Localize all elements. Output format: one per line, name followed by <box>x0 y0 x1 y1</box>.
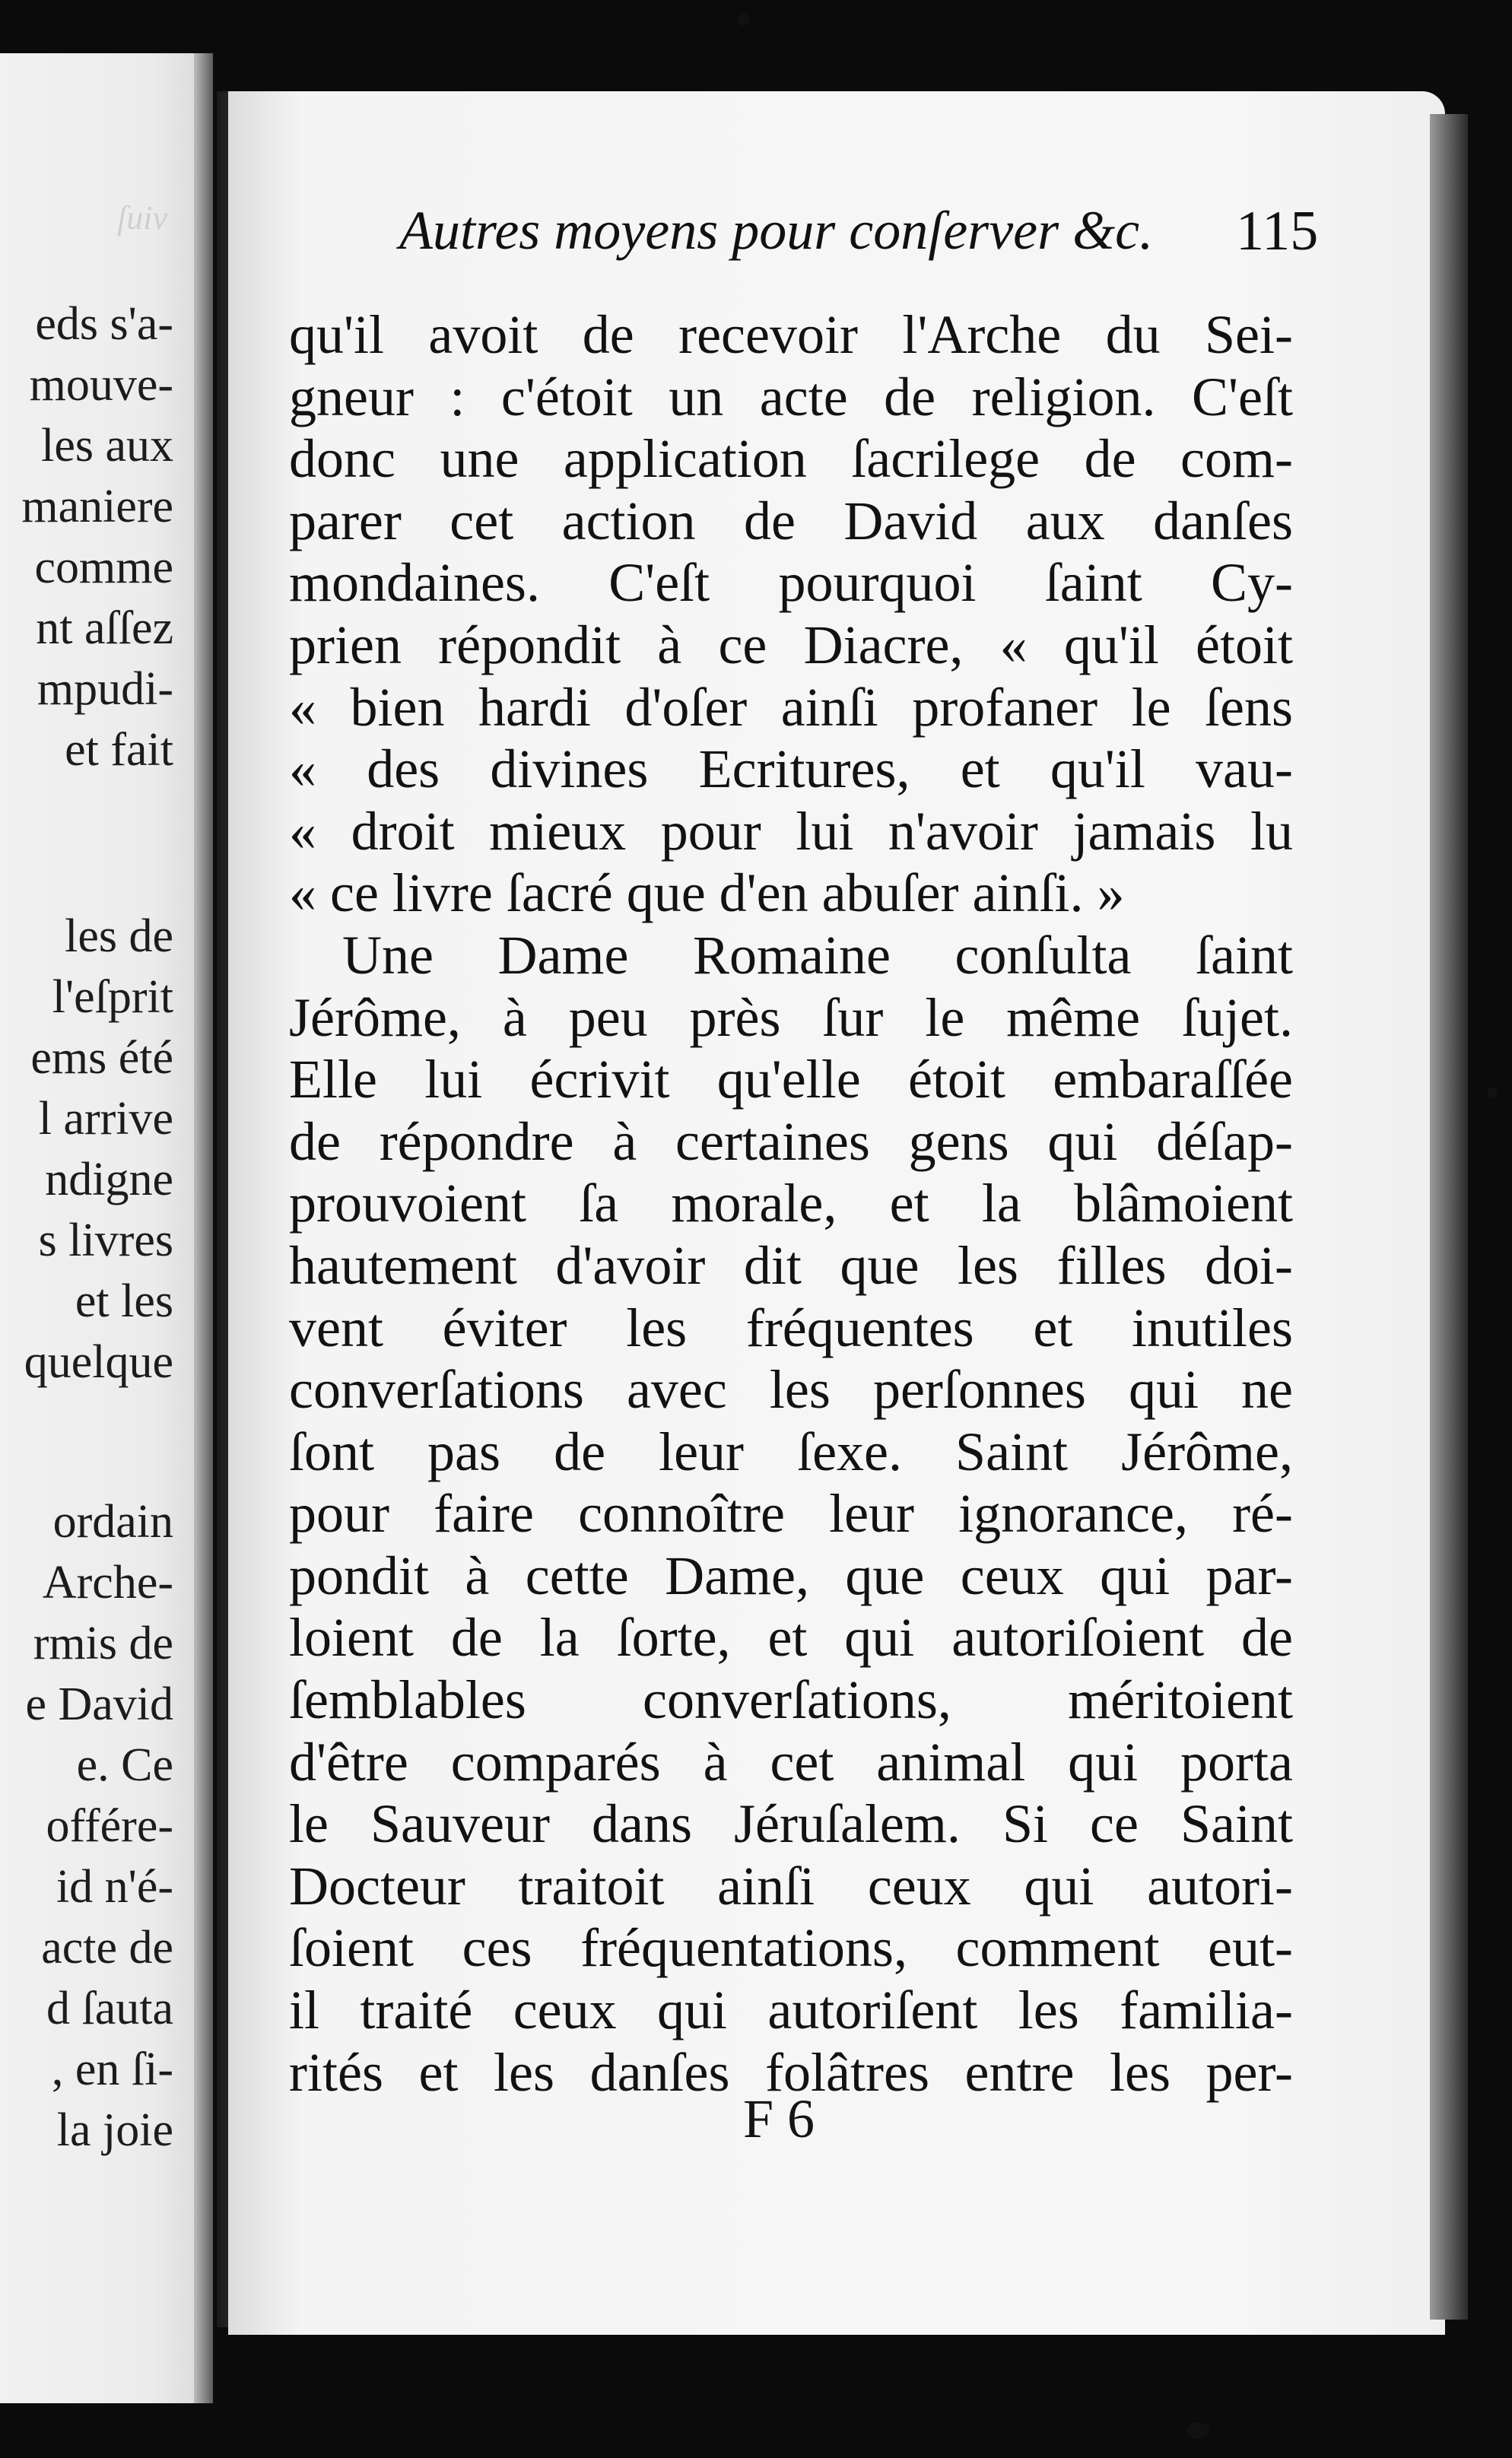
text-line: converſations avec les perſonnes qui ne <box>289 1359 1293 1421</box>
page-edge <box>1430 114 1468 2320</box>
text-line: d'être comparés à cet animal qui porta <box>289 1731 1293 1793</box>
text-line: le Sauveur dans Jéruſalem. Si ce Saint <box>289 1793 1293 1855</box>
text-line: mondaines. C'eſt pourquoi ſaint Cy- <box>289 552 1293 614</box>
text-line: « droit mieux pour lui n'avoir jamais lu <box>289 800 1293 862</box>
text-line: Elle lui écrivit qu'elle étoit embaraſſée <box>289 1049 1293 1110</box>
text-line: de répondre à certaines gens qui déſap- <box>289 1110 1293 1172</box>
text-line: ſoient ces fréquentations, comment eut- <box>289 1917 1293 1979</box>
left-line: les aux <box>41 420 173 472</box>
left-line: et les <box>75 1275 173 1327</box>
dust-speck <box>1487 1088 1498 1098</box>
text-line: Une Dame Romaine conſulta ſaint <box>342 924 1293 986</box>
text-line: gneur : c'étoit un acte de religion. C'eſt <box>289 366 1293 427</box>
text-line: prouvoient ſa morale, et la blâmoient <box>289 1173 1293 1234</box>
text-line: Jérôme, à peu près ſur le même ſujet. <box>289 986 1293 1048</box>
dust-speck <box>1186 2422 1209 2439</box>
left-line: quelque <box>24 1336 173 1388</box>
left-line: ordain <box>52 1496 173 1548</box>
text-line: pour faire connoître leur ignorance, ré- <box>289 1483 1293 1545</box>
left-line: s livres <box>38 1215 173 1266</box>
text-line: ſemblables converſations, méritoient <box>289 1669 1293 1731</box>
left-line: rmis de <box>33 1618 173 1669</box>
text-line: hautement d'avoir dit que les filles doi- <box>289 1234 1293 1296</box>
left-line: Arche- <box>42 1557 173 1608</box>
left-line: et fait <box>65 724 173 776</box>
text-line: « ce livre ſacré que d'en abuſer ainſi. » <box>289 862 1125 924</box>
left-line: , en ſi- <box>51 2044 173 2095</box>
left-line: nt aſſez <box>36 602 173 654</box>
text-line: vent éviter les fréquentes et inutiles <box>289 1297 1293 1358</box>
left-line: acte de <box>41 1922 173 1974</box>
text-line: Docteur traitoit ainſi ceux qui autori- <box>289 1855 1293 1917</box>
text-line: pondit à cette Dame, que ceux qui par- <box>289 1545 1293 1606</box>
left-line: maniere <box>21 481 173 532</box>
text-line: il traité ceux qui autoriſent les familia- <box>289 1980 1293 2041</box>
text-line: prien répondit à ce Diacre, « qu'il étoit <box>289 614 1293 675</box>
left-line: id n'é- <box>56 1861 173 1913</box>
left-line: eds s'a- <box>35 298 173 350</box>
left-page <box>0 53 213 2403</box>
left-line: offére- <box>46 1800 173 1852</box>
text-line: qu'il avoit de recevoir l'Arche du Sei- <box>289 304 1293 365</box>
left-line: e. Ce <box>76 1739 173 1791</box>
left-page-gutter <box>194 53 213 2403</box>
signature-mark: F 6 <box>742 2088 815 2149</box>
left-line: la joie <box>56 2104 173 2156</box>
left-line: les de <box>65 910 173 962</box>
body-text <box>289 304 1293 2104</box>
dust-speck <box>738 14 750 26</box>
left-line: ems été <box>30 1032 173 1084</box>
text-line: donc une application ſacrilege de com- <box>289 428 1293 490</box>
left-line: mpudi- <box>37 663 173 715</box>
page-number: 115 <box>1236 200 1319 262</box>
text-line: « des divines Ecritures, et qu'il vau- <box>289 738 1293 800</box>
left-line: l'eſprit <box>52 971 173 1023</box>
text-line: parer cet action de David aux danſes <box>289 490 1293 551</box>
text-line: « bien hardi d'oſer ainſi profaner le ſens <box>289 676 1293 738</box>
left-line: l arrive <box>38 1093 173 1145</box>
text-line: rités et les danſes folâtres entre les per- <box>289 2041 1293 2103</box>
left-line: comme <box>34 541 173 593</box>
left-line: mouve- <box>29 359 173 411</box>
text-line: ſont pas de leur ſexe. Saint Jérôme, <box>289 1421 1293 1482</box>
text-line: loient de la ſorte, et qui autoriſoient de <box>289 1607 1293 1669</box>
left-line: d ſauta <box>46 1983 173 2034</box>
left-page-show-through: ſuiv <box>117 199 167 237</box>
left-line: ndigne <box>45 1154 173 1205</box>
left-line: e David <box>25 1678 173 1730</box>
running-head: Autres moyens pour conſerver &c. <box>399 200 1154 261</box>
